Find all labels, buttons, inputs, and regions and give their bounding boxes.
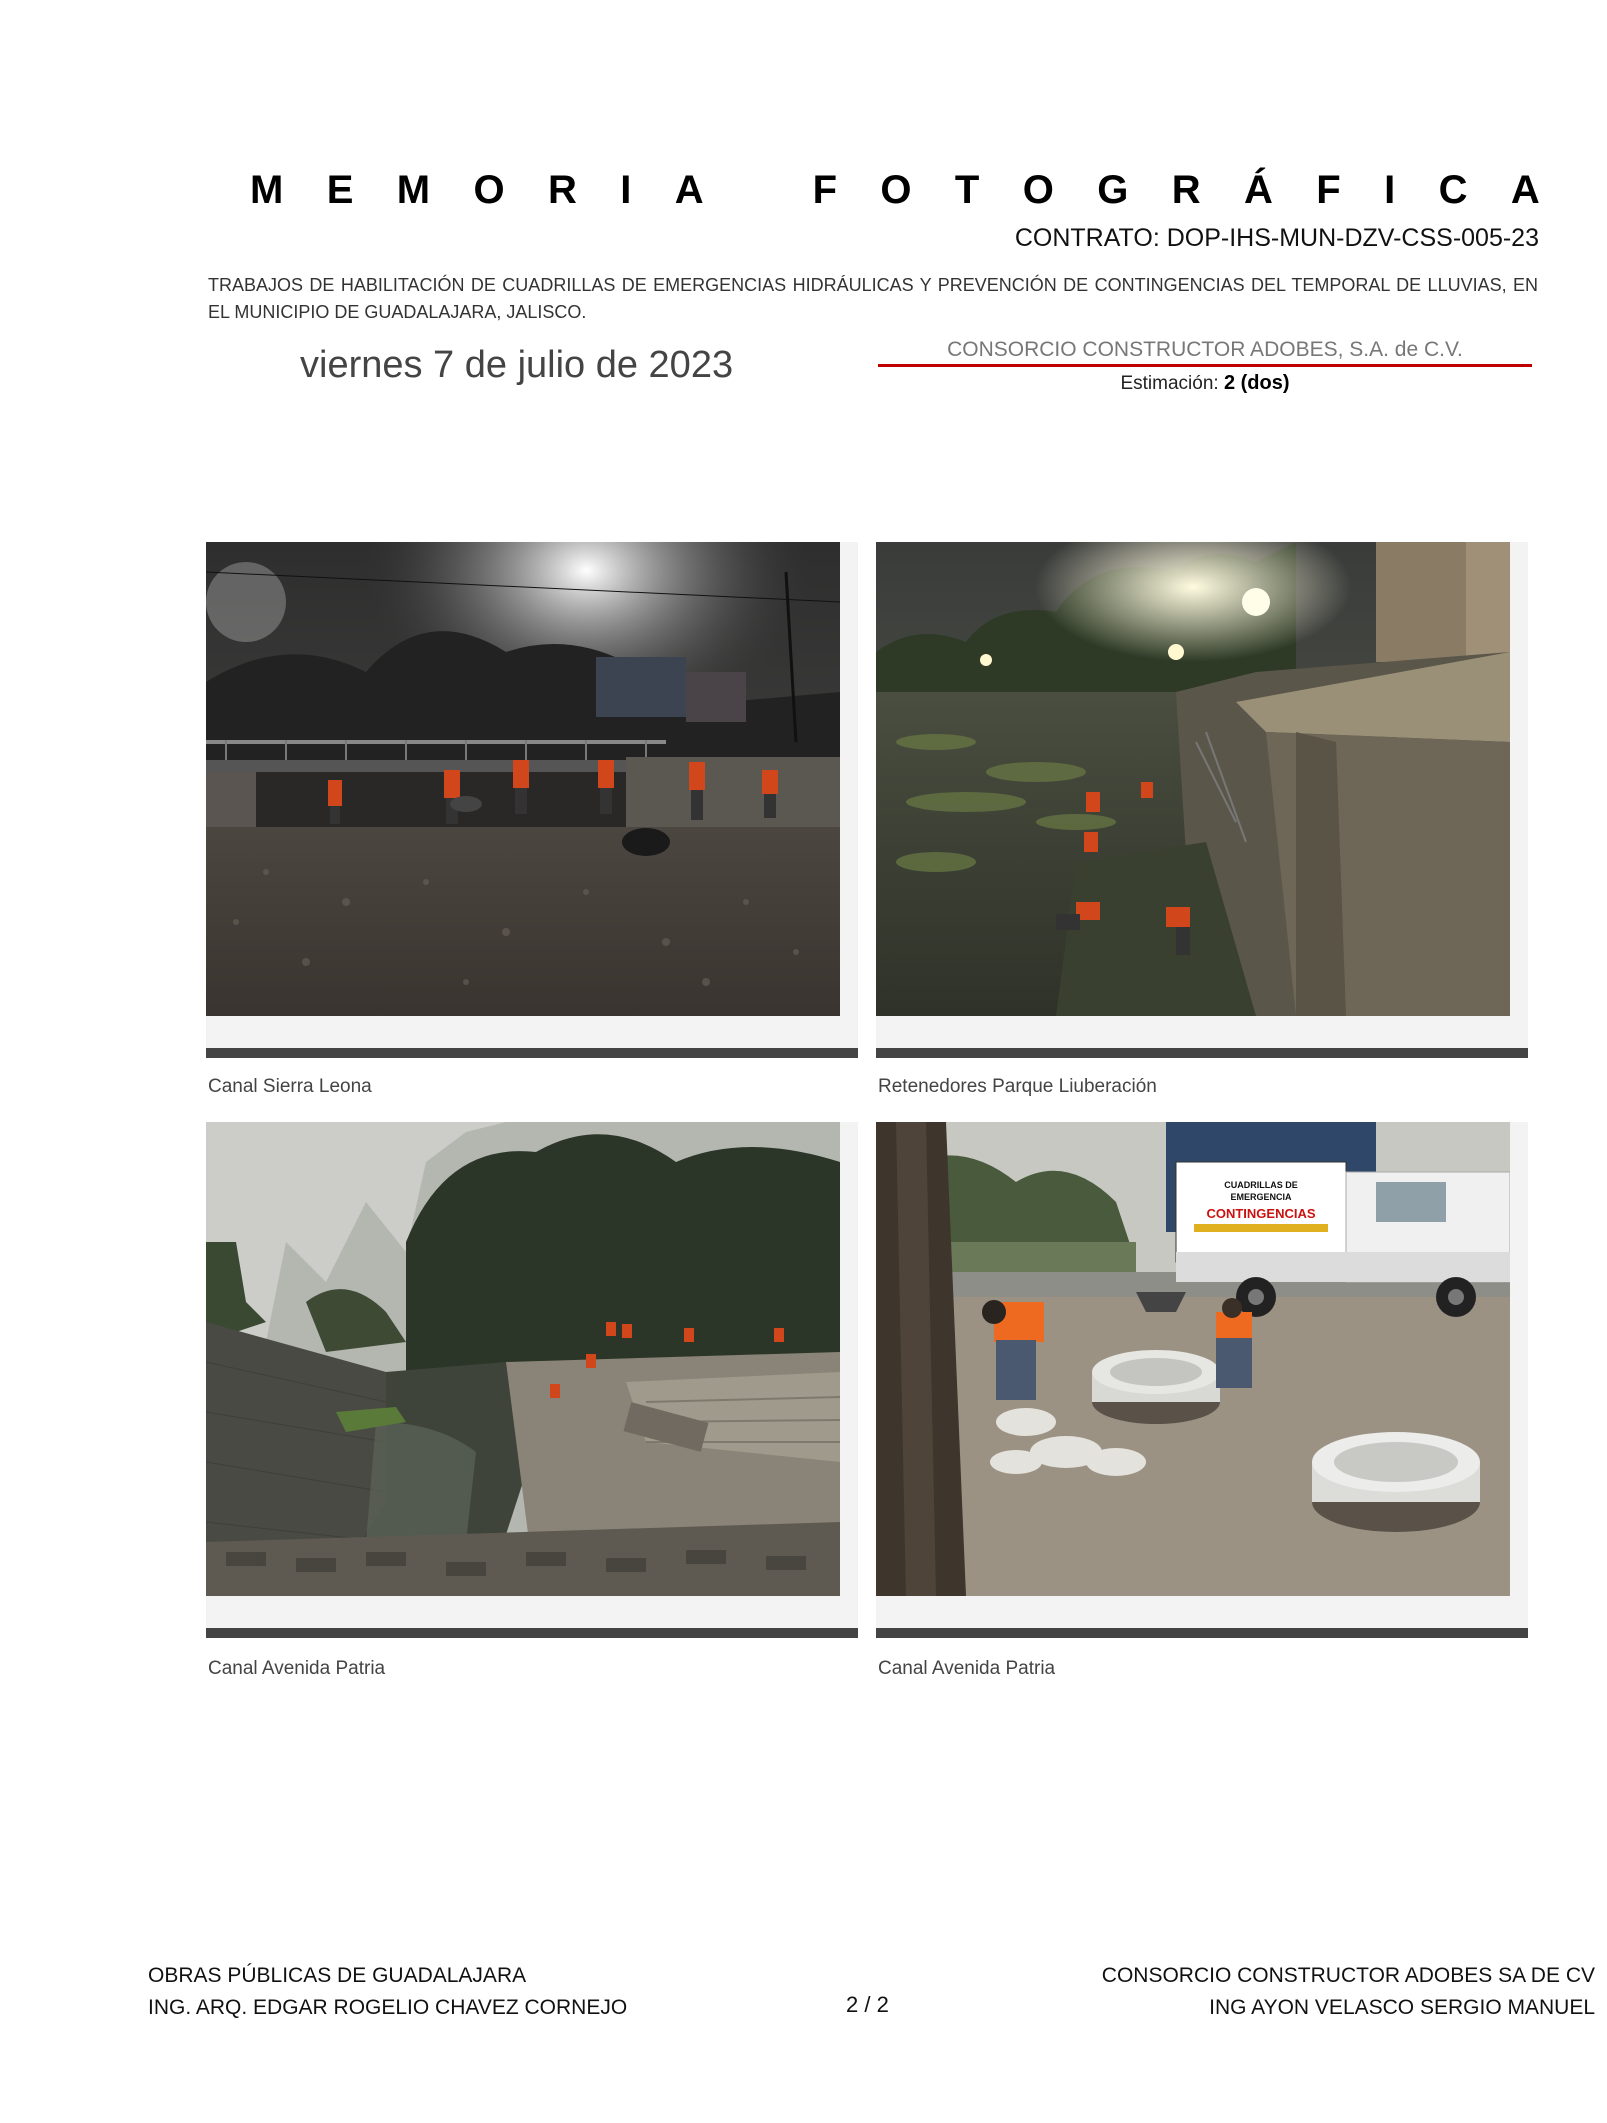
title-letter: O (880, 168, 912, 212)
title-letter: I (620, 168, 632, 212)
company-name: CONSORCIO CONSTRUCTOR ADOBES, S.A. de C.V. (947, 338, 1463, 361)
photo-bar-3 (206, 1628, 858, 1638)
photo-card-1 (206, 542, 858, 1058)
title-letter: A (1510, 168, 1540, 212)
photo-caption-2: Retenedores Parque Liuberación (878, 1076, 1157, 1097)
photo-card-4 (876, 1122, 1528, 1638)
footer-left (148, 1960, 627, 2024)
photo-canal-avenida-patria-2 (876, 1122, 1510, 1596)
page-title (250, 168, 1540, 213)
footer-right-line2: ING AYON VELASCO SERGIO MANUEL (1209, 1996, 1595, 2019)
title-letter: E (326, 168, 354, 212)
photo-retenedores-parque (876, 542, 1510, 1016)
photo-caption-1: Canal Sierra Leona (208, 1076, 372, 1097)
footer-right-line1: CONSORCIO CONSTRUCTOR ADOBES SA DE CV (1101, 1964, 1595, 1987)
title-letter: G (1097, 168, 1129, 212)
title-letter: R (547, 168, 577, 212)
title-letter: R (1171, 168, 1201, 212)
title-letter: F (812, 168, 838, 212)
title-letter: I (1384, 168, 1396, 212)
project-description: TRABAJOS DE HABILITACIÓN DE CUADRILLAS DE EMERGENCIAS HIDRÁULICAS Y PREVENCIÓN DE CONTINGENCIAS DEL TEMPORAL DE LLUVIAS, EN EL MUNICIPIO DE GUADALAJARA, JALISCO. (208, 275, 1538, 322)
title-letter: M (250, 168, 284, 212)
photo-bar-4 (876, 1628, 1528, 1638)
photo-bar-1 (206, 1048, 858, 1058)
title-letter: T (954, 168, 980, 212)
footer-right (1102, 1960, 1595, 2024)
photo-card-3 (206, 1122, 858, 1638)
title-letter: M (396, 168, 431, 212)
company-underline (878, 364, 1532, 367)
photo-caption-3: Canal Avenida Patria (208, 1658, 386, 1679)
truck-sign-line2: EMERGENCIA (1230, 1192, 1292, 1202)
title-letter: Á (1244, 168, 1273, 212)
footer-left-line2: ING. ARQ. EDGAR ROGELIO CHAVEZ CORNEJO (148, 1996, 628, 2019)
photo-canal-avenida-patria-1 (206, 1122, 840, 1596)
title-letter: F (1316, 168, 1341, 212)
page-number: 2 / 2 (846, 1992, 889, 2017)
truck-sign-line3: CONTINGENCIAS (1206, 1206, 1316, 1221)
photo-caption-4: Canal Avenida Patria (878, 1658, 1056, 1679)
photo-canal-sierra-leona (206, 542, 840, 1016)
title-letter: O (473, 168, 505, 212)
contract-number: CONTRATO: DOP-IHS-MUN-DZV-CSS-005-23 (1014, 224, 1539, 252)
footer-left-line1: OBRAS PÚBLICAS DE GUADALAJARA (148, 1964, 527, 1987)
title-letter: C (1438, 168, 1468, 212)
title-letter: O (1022, 168, 1054, 212)
truck-sign-line1: CUADRILLAS DE (1224, 1180, 1298, 1190)
report-date: viernes 7 de julio de 2023 (300, 344, 734, 386)
title-letter (747, 168, 769, 213)
photo-bar-2 (876, 1048, 1528, 1058)
title-letter: A (674, 168, 704, 212)
estimation (878, 372, 1532, 395)
estimation-value: 2 (dos) (1223, 372, 1290, 394)
estimation-label: Estimación: (1120, 373, 1219, 394)
photo-card-2 (876, 542, 1528, 1058)
